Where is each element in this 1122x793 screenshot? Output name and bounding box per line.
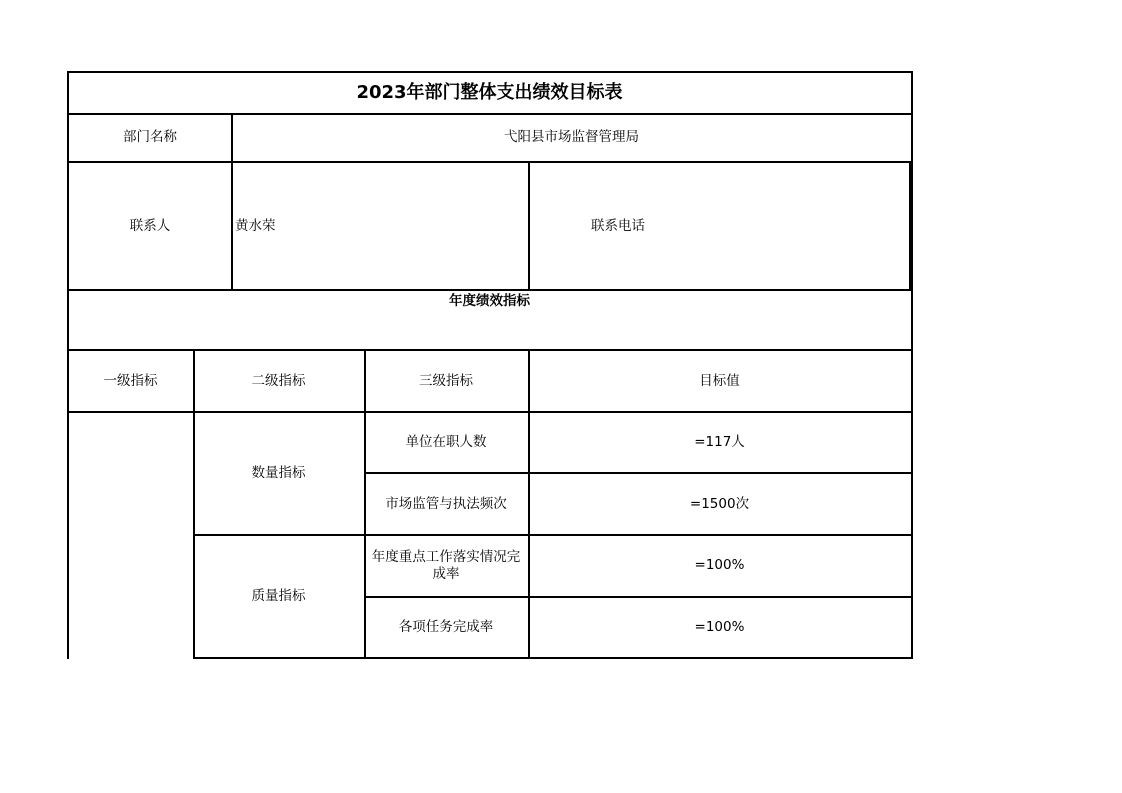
annual-indicators-header: 年度绩效指标 xyxy=(449,292,530,309)
level3-indicator: 市场监管与执法频次 xyxy=(385,495,507,512)
grid-line xyxy=(528,349,530,659)
grid-line xyxy=(67,113,912,115)
table-title: 2023年部门整体支出绩效目标表 xyxy=(356,82,623,103)
contact-phone-value xyxy=(708,162,909,290)
contact-phone-label: 联系电话 xyxy=(591,217,645,234)
grid-line xyxy=(528,161,530,290)
grid-line xyxy=(364,596,912,598)
target-value: =100% xyxy=(694,557,745,573)
grid-line xyxy=(911,71,913,659)
level1-indicator-cell xyxy=(68,412,193,658)
department-name-label: 部门名称 xyxy=(123,129,177,145)
target-value: =100% xyxy=(694,618,745,635)
grid-line xyxy=(67,161,912,163)
grid-line xyxy=(193,534,912,536)
target-value: =1500次 xyxy=(689,495,750,512)
header-level1: 一级指标 xyxy=(103,372,158,389)
level3-indicator: 单位在职人数 xyxy=(405,434,487,450)
grid-line xyxy=(364,349,366,659)
header-level2: 二级指标 xyxy=(251,372,306,389)
grid-line xyxy=(193,349,195,659)
contact-person-label: 联系人 xyxy=(129,217,171,234)
header-level3: 三级指标 xyxy=(419,372,473,389)
target-value: =117人 xyxy=(694,434,745,450)
level2-indicator-quantity: 数量指标 xyxy=(251,465,306,481)
contact-person-value: 黄水荣 xyxy=(235,217,276,234)
header-target: 目标值 xyxy=(699,372,740,389)
level3-indicator: 各项任务完成率 xyxy=(398,618,494,635)
grid-line xyxy=(67,71,69,659)
level3-indicator: 年度重点工作落实情况完成率 xyxy=(371,548,521,582)
grid-line xyxy=(909,161,911,290)
grid-line xyxy=(67,71,912,73)
grid-line xyxy=(193,657,912,659)
level2-indicator-quality: 质量指标 xyxy=(251,588,306,604)
department-name-value: 弋阳县市场监督管理局 xyxy=(504,129,639,145)
grid-line xyxy=(231,113,233,290)
grid-line xyxy=(364,472,912,474)
grid-line xyxy=(67,289,912,291)
